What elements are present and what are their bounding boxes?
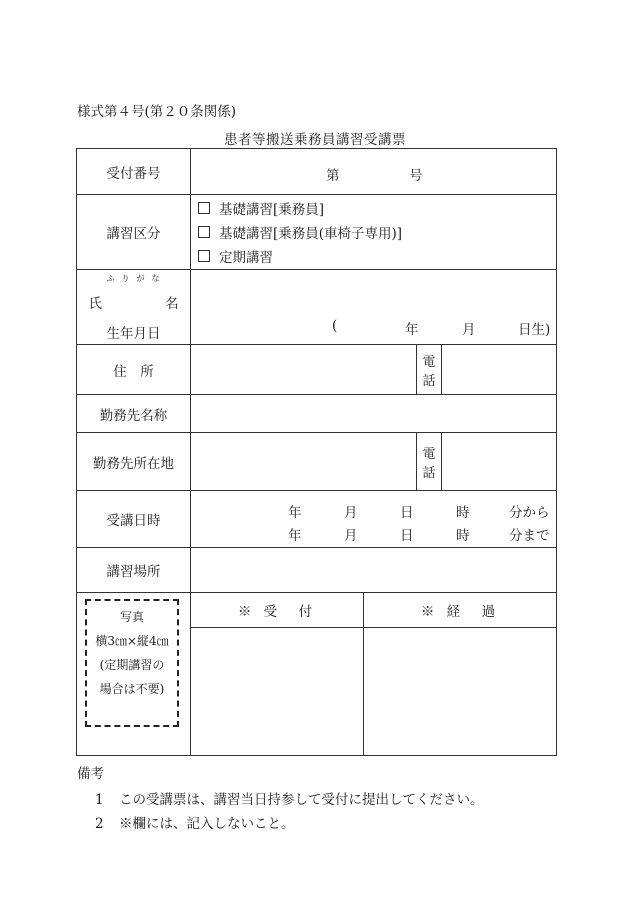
dob-year: 年 [405,322,419,338]
dob-open: ( [332,318,338,334]
address-phone-field[interactable] [442,345,557,395]
office-progress-field [364,628,557,756]
checkbox-basic[interactable] [198,202,210,214]
venue-field[interactable] [191,548,557,593]
course-option-basic-label: 基礎講習[乗務員] [219,202,325,218]
dob-day: 日生) [518,322,551,338]
start-hour: 時 [456,505,470,521]
form-number: 様式第４号(第２０条関係) [77,104,237,120]
course-option-basic-wheelchair-label: 基礎講習[乗務員(車椅子専用)] [219,226,403,242]
end-to: 分まで [509,528,550,544]
photo-note-line2: 場合は不要) [99,682,165,696]
course-option-basic[interactable] [191,196,556,220]
end-year: 年 [288,528,302,544]
address-field[interactable] [191,345,417,395]
photo-cell [77,593,191,756]
name-field[interactable] [191,270,557,345]
workplace-name-field[interactable] [191,395,557,433]
note-number: 1 [95,792,104,808]
workplace-name-label: 勤務先名称 [77,395,191,433]
datetime-label: 受講日時 [77,491,191,548]
checkbox-basic-wheelchair[interactable] [198,226,210,238]
name-label [77,292,190,312]
workplace-phone-label: 電話 [417,433,442,491]
name-label-char1: 氏 [88,295,102,312]
note-item [95,788,484,808]
notes-title: 備考 [77,766,104,782]
workplace-phone-field[interactable] [442,433,557,491]
photo-size: 横3㎝×縦4㎝ [95,634,169,648]
registration-form-table [76,148,557,756]
row-datetime [77,491,557,548]
row-address [77,345,557,395]
note-text: ※欄には、記入しないこと。 [119,816,295,832]
reception-number-label: 受付番号 [77,149,191,195]
end-day: 日 [400,528,414,544]
photo-placeholder [85,599,179,727]
end-month: 月 [344,528,358,544]
office-reception-header: ※ 受 付 [191,593,364,628]
form-title: 患者等搬送乗務員講習受講票 [224,132,406,148]
office-progress-header: ※ 経 過 [364,593,557,628]
checkbox-periodic[interactable] [198,250,210,262]
note-item [95,812,295,832]
dob-label: 生年月日 [106,325,161,342]
name-label-cell [77,270,191,345]
name-label-char2: 名 [165,295,179,312]
address-phone-label: 電話 [417,345,442,395]
row-name [77,270,557,345]
end-hour: 時 [456,528,470,544]
address-label: 住 所 [77,345,191,395]
dob-month: 月 [462,322,476,338]
venue-label: 講習場所 [77,548,191,593]
note-number: 2 [95,816,104,832]
course-type-options [191,195,557,270]
note-text: この受講票は、講習当日持参して受付に提出してください。 [119,792,484,808]
datetime-start-line [191,501,556,521]
furigana-label: ふりがな [106,273,167,283]
workplace-address-field[interactable] [191,433,417,491]
row-office-use-header [77,593,557,628]
row-workplace-name [77,395,557,433]
datetime-end-line [191,524,556,544]
row-workplace-address [77,433,557,491]
start-month: 月 [344,505,358,521]
photo-label: 写真 [119,610,144,624]
row-reception-number [77,149,557,195]
course-option-periodic-label: 定期講習 [219,250,273,266]
row-venue [77,548,557,593]
start-day: 日 [400,505,414,521]
photo-note-line1: (定期講習の [99,658,165,672]
start-year: 年 [288,505,302,521]
course-option-periodic[interactable] [191,244,556,268]
workplace-address-label: 勤務先所在地 [77,433,191,491]
row-course-type [77,195,557,270]
office-reception-field [191,628,364,756]
datetime-field[interactable] [191,491,557,548]
course-option-basic-wheelchair[interactable] [191,220,556,244]
course-type-label: 講習区分 [77,195,191,270]
reception-number-field[interactable] [191,149,557,195]
reception-number-suffix: 号 [409,167,423,184]
start-from: 分から [509,505,550,521]
reception-number-prefix: 第 [326,167,340,184]
